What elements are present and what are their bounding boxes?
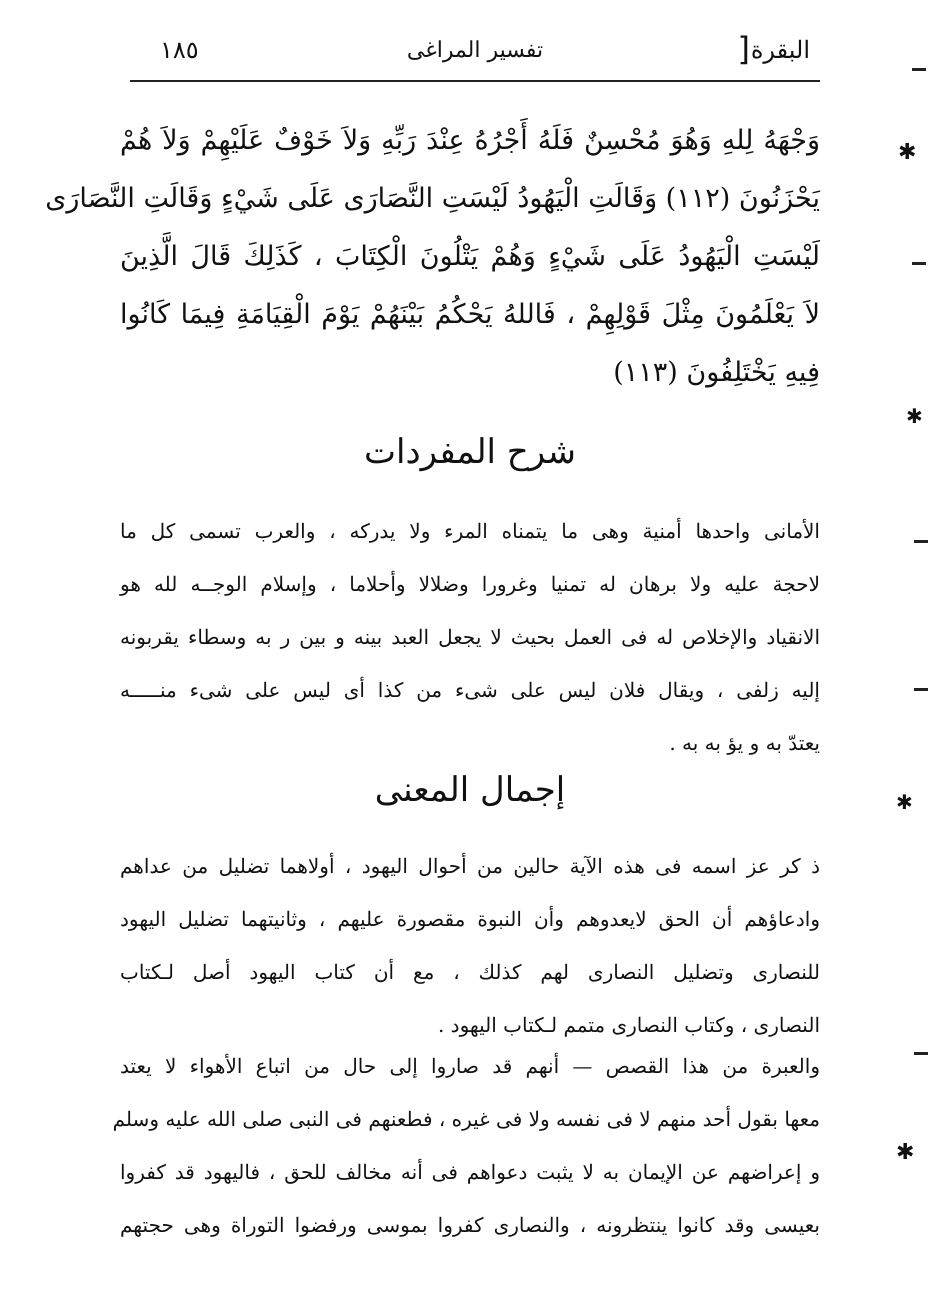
summary-line: ذ كر عز اسمه فى هذه الآية حالين من أحوال اليهود ، أولاهما تضليل من عداهم — [120, 854, 820, 878]
vocab-heading: شرح المفردات — [363, 432, 577, 472]
summary-paragraph-2 — [112, 1040, 820, 1252]
vocab-line: الانقياد والإخلاص له فى العمل بحيث لا يجعل العبد بينه و بين ر به وسطاء يقربونه — [120, 625, 820, 649]
page-header — [130, 30, 820, 82]
quran-verses — [45, 112, 820, 402]
vocab-body — [120, 505, 820, 770]
verse-line: لَيْسَتِ الْيَهُودُ عَلَى شَيْءٍ وَهُمْ يَتْلُونَ الْكِتَابَ ، كَذَلِكَ قَالَ الَّذِينَ — [120, 241, 820, 272]
margin-dash — [914, 1052, 928, 1055]
margin-dash — [912, 68, 926, 71]
verse-line: لاَ يَعْلَمُونَ مِثْلَ قَوْلِهِمْ ، فَاللهُ يَحْكُمُ بَيْنَهُمْ يَوْمَ الْقِيَامَةِ فِيمَا كَانُوا — [120, 299, 820, 330]
summary-line: بعيسى وقد كانوا ينتظرونه ، والنصارى كفروا بموسى ورفضوا التوراة وهى حجتهم — [120, 1213, 820, 1237]
vocab-line: إليه زلفى ، ويقال فلان ليس على شىء من كذا أى ليس على شىء منـــــه — [120, 678, 820, 702]
summary-paragraph-1 — [120, 840, 820, 1052]
summary-line: النصارى ، وكتاب النصارى متمم لـكتاب اليهود . — [437, 1013, 820, 1037]
margin-ornament: ✱ — [896, 790, 913, 814]
summary-line: و إعراضهم عن الإيمان به لا يثبت دعواهم فى أنه مخالف للحق ، فاليهود قد كفروا — [120, 1160, 820, 1184]
summary-line: والعبرة من هذا القصص — أنهم قد صاروا إلى حال من اتباع الأهواء لا يعتد — [120, 1054, 820, 1078]
verse-line: يَحْزَنُونَ (١١٢) وَقَالَتِ الْيَهُودُ لَيْسَتِ النَّصَارَى عَلَى شَيْءٍ وَقَالَتِ النَّصَارَى — [45, 183, 820, 214]
surah-name: البقرة — [750, 36, 810, 64]
verse-line: وَجْهَهُ لِلهِ وَهُوَ مُحْسِنٌ فَلَهُ أَجْرُهُ عِنْدَ رَبِّهِ وَلاَ خَوْفٌ عَلَيْهِمْ وَلاَ هُمْ — [120, 125, 820, 156]
margin-ornament: ✱ — [896, 1140, 915, 1165]
vocab-line: لاحجة عليه ولا برهان له تمنيا وغرورا وضلالا وأحلاما ، وإسلام الوجــه لله هو — [120, 572, 820, 596]
margin-dash — [912, 262, 926, 265]
summary-heading: إجمال المعنى — [374, 770, 566, 810]
running-title: تفسير المراغى — [406, 38, 544, 63]
vocab-line: الأمانى واحدها أمنية وهى ما يتمناه المرء ولا يدركه ، والعرب تسمى كل ما — [120, 519, 820, 543]
page-number: ١٨٥ — [160, 36, 199, 64]
header-bracket: ] — [737, 30, 750, 68]
verse-line: فِيهِ يَخْتَلِفُونَ (١١٣) — [613, 357, 820, 388]
summary-line: وادعاؤهم أن الحق لايعدوهم وأن النبوة مقصورة عليهم ، وثانيتهما تضليل اليهود — [120, 907, 820, 931]
summary-line: معها بقول أحد منهم لا فى نفسه ولا فى غيره ، فطعنهم فى النبى صلى الله عليه وسلم — [112, 1107, 820, 1131]
margin-dash — [914, 540, 928, 543]
margin-ornament: ✱ — [898, 140, 917, 165]
summary-line: للنصارى وتضليل النصارى لهم كذلك ، مع أن كتاب اليهود أصل لـكتاب — [120, 960, 820, 984]
margin-ornament: ✱ — [906, 404, 923, 428]
margin-dash — [914, 688, 928, 691]
vocab-line: يعتدّ به و يؤ به به . — [669, 731, 820, 755]
